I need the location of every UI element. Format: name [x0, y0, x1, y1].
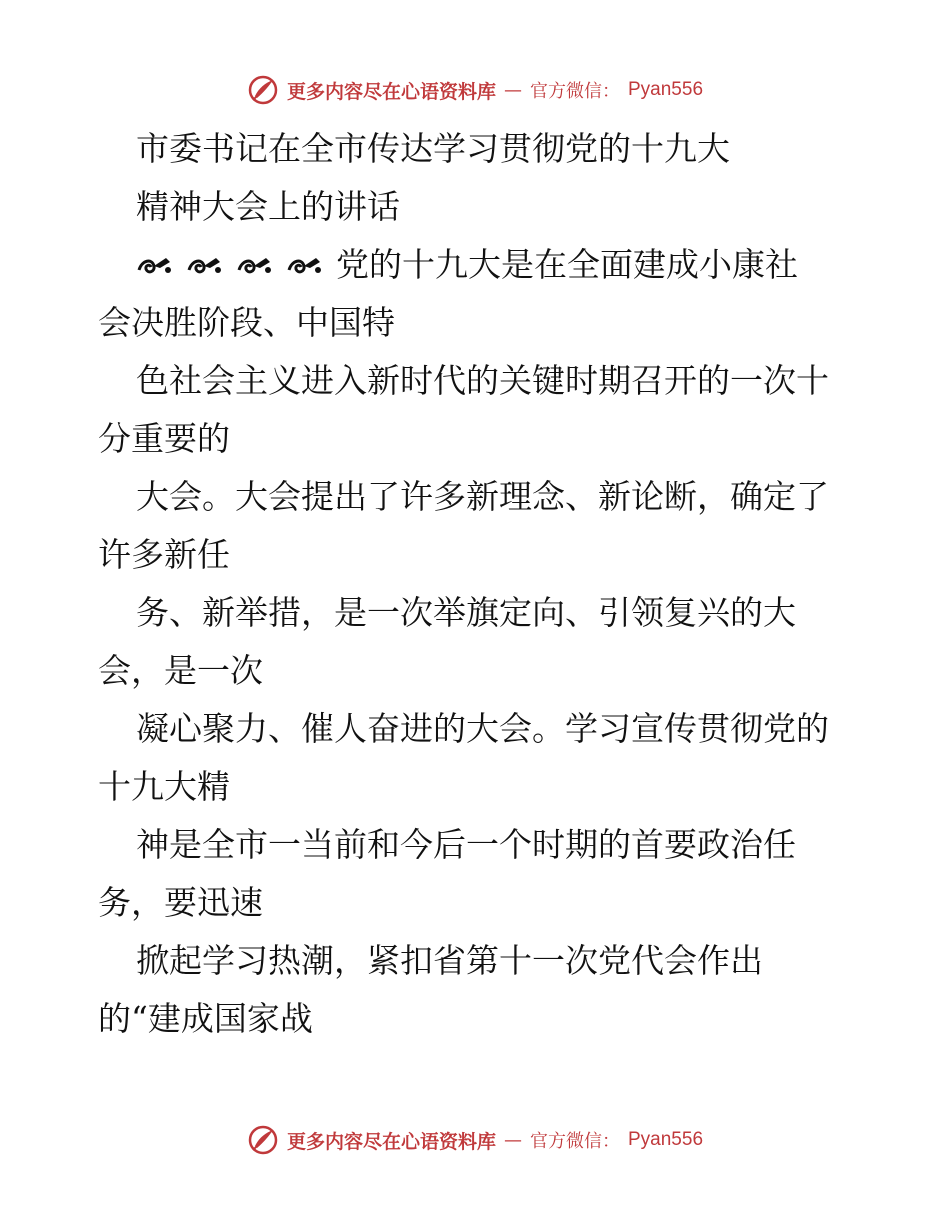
watermark-subtitle: 官方微信：	[530, 81, 620, 102]
footer-watermark	[0, 1120, 950, 1160]
watermark-subtitle: 官方微信：	[530, 1131, 620, 1152]
header-watermark	[0, 70, 950, 110]
flourish-icon	[236, 250, 276, 280]
watermark-brand: 更多内容尽在心语资料库	[286, 1130, 496, 1153]
text-line: 务、新举措，是一次举旗定向、引领复兴的大	[136, 593, 796, 632]
watermark-wechat-id: Pyan556	[628, 79, 704, 100]
text-line: 掀起学习热潮，紧扣省第十一次党代会作出	[136, 941, 763, 980]
text-line: 会，是一次	[98, 651, 263, 690]
text-line: 务，要迅速	[98, 883, 263, 922]
text-line: 会决胜阶段、中国特	[98, 303, 395, 342]
text-line: 大会。大会提出了许多新理念、新论断，确定了	[136, 477, 829, 516]
text-line: 党的十九大是在全面建成小康社	[98, 236, 858, 294]
text-line: 十九大精	[98, 767, 230, 806]
document-body	[98, 120, 858, 1048]
text-line: 凝心聚力、催人奋进的大会。学习宣传贯彻党的	[136, 709, 829, 748]
text-line: 的“建成国家战	[98, 999, 313, 1038]
text-line: 精神大会上的讲话	[136, 187, 400, 226]
flourish-icon	[136, 250, 176, 280]
watermark-wechat-id: Pyan556	[628, 1129, 704, 1150]
watermark-brand: 更多内容尽在心语资料库	[286, 80, 496, 103]
watermark-dash: —	[504, 79, 522, 101]
quill-logo-icon	[247, 1124, 279, 1156]
flourish-icon	[186, 250, 226, 280]
text-line: 许多新任	[98, 535, 230, 574]
flourish-icon	[286, 250, 326, 280]
quill-logo-icon	[247, 74, 279, 106]
text-line: 市委书记在全市传达学习贯彻党的十九大	[136, 129, 730, 168]
text-line: 神是全市一当前和今后一个时期的首要政治任	[136, 825, 796, 864]
text-line: 分重要的	[98, 419, 230, 458]
watermark-dash: —	[504, 1129, 522, 1151]
text-line: 色社会主义进入新时代的关键时期召开的一次十	[136, 361, 829, 400]
